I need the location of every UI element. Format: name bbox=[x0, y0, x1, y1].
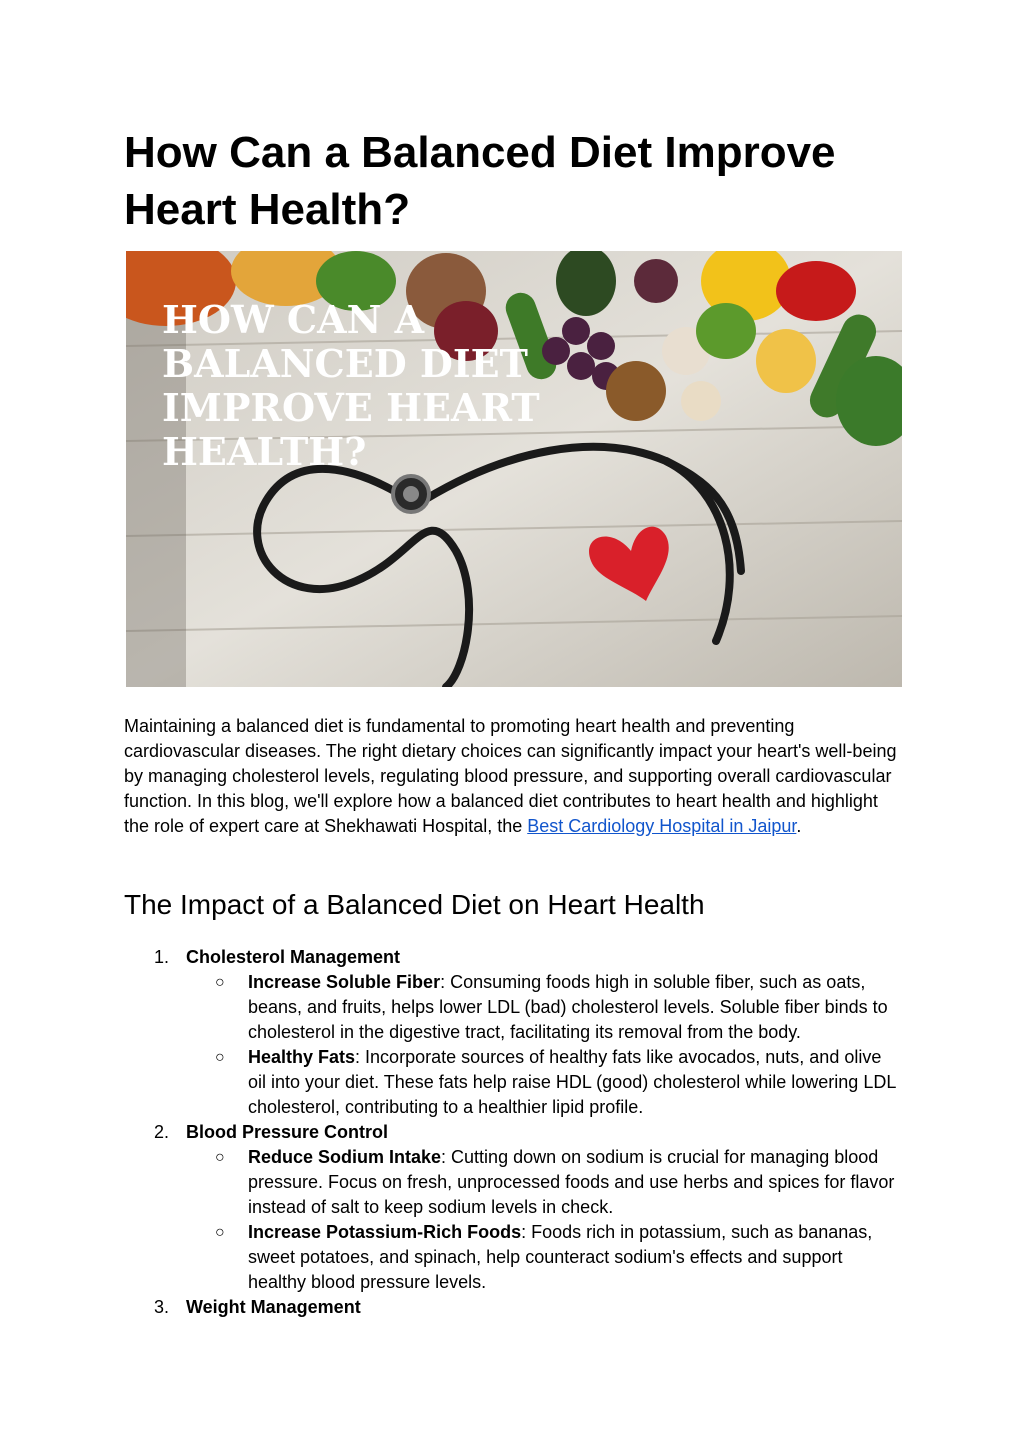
hero-overlay-line-3: IMPROVE HEART bbox=[162, 385, 540, 430]
hero-image bbox=[126, 251, 902, 687]
sub-item-text: : Consuming foods high in soluble fiber, such as oats, beans, and fruits, helps lower LDL (bad) cholesterol levels. Soluble fiber binds to cholesterol in the digestive tract, facilitating its removal from the body. bbox=[248, 972, 888, 1042]
bullet-circle-icon: ○ bbox=[215, 1149, 225, 1166]
list-number: 3. bbox=[154, 1297, 170, 1317]
sub-item-term: Healthy Fats bbox=[248, 1047, 356, 1067]
section-heading: The Impact of a Balanced Diet on Heart Health bbox=[124, 889, 705, 920]
intro-after-link: . bbox=[796, 816, 802, 836]
bullet-circle-icon: ○ bbox=[215, 1224, 225, 1241]
intro-paragraph bbox=[124, 714, 904, 839]
list-number: 1. bbox=[154, 947, 170, 967]
hero-overlay-line-1: HOW CAN A bbox=[162, 297, 425, 342]
sub-list-item bbox=[186, 1220, 904, 1295]
list-item bbox=[124, 1120, 904, 1295]
sub-list-item bbox=[186, 1145, 904, 1220]
sub-item-text: : Incorporate sources of healthy fats like avocados, nuts, and olive oil into your diet. These fats help raise HDL (good) cholesterol while lowering LDL cholesterol, contributing to a healthier lipid profile. bbox=[248, 1047, 896, 1117]
list-heading: Cholesterol Management bbox=[186, 947, 401, 967]
intro-text: Maintaining a balanced diet is fundamental to promoting heart health and preventing cardiovascular diseases. The right dietary choices can significantly impact your heart's well-being by managing cholesterol levels, regulating blood pressure, and supporting overall cardiovascular function. In this blog, we'll explore how a balanced diet contributes to heart health and highlight the role of expert care at Shekhawati Hospital, the bbox=[124, 716, 897, 836]
list-item bbox=[124, 945, 904, 1120]
bullet-circle-icon: ○ bbox=[215, 1049, 225, 1066]
hero-overlay-line-2: BALANCED DIET bbox=[162, 341, 528, 386]
list-number: 2. bbox=[154, 1122, 170, 1142]
sub-list bbox=[186, 1145, 904, 1295]
sub-list bbox=[186, 970, 904, 1120]
sub-list-item bbox=[186, 1045, 904, 1120]
cardiology-hospital-link[interactable]: Best Cardiology Hospital in Jaipur bbox=[527, 816, 797, 836]
list-item bbox=[124, 1295, 904, 1320]
sub-item-term: Increase Potassium-Rich Foods bbox=[248, 1222, 522, 1242]
page-title: How Can a Balanced Diet Improve Heart Health? bbox=[124, 128, 836, 234]
bullet-circle-icon: ○ bbox=[215, 974, 225, 991]
impact-list bbox=[124, 945, 904, 1320]
sub-item-term: Reduce Sodium Intake bbox=[248, 1147, 442, 1167]
hero-overlay-line-4: HEALTH? bbox=[162, 429, 367, 474]
sub-item-text: : Cutting down on sodium is crucial for managing blood pressure. Focus on fresh, unprocessed foods and use herbs and spices for flavor instead of salt to keep sodium levels in check. bbox=[248, 1147, 895, 1217]
list-heading: Weight Management bbox=[186, 1297, 361, 1317]
sub-list-item bbox=[186, 970, 904, 1045]
list-heading: Blood Pressure Control bbox=[186, 1122, 389, 1142]
sub-item-term: Increase Soluble Fiber bbox=[248, 972, 441, 992]
sub-item-text: : Foods rich in potassium, such as bananas, sweet potatoes, and spinach, help counteract sodium's effects and support healthy blood pressure levels. bbox=[248, 1222, 873, 1292]
